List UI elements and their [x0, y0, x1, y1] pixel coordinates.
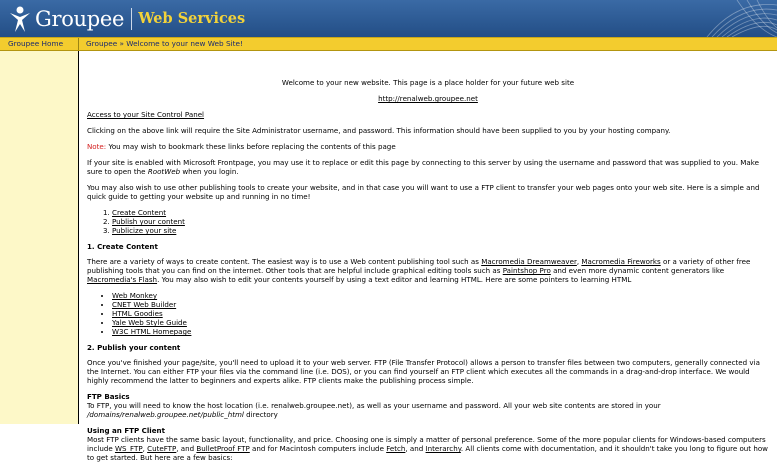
- cuteftp-link[interactable]: CuteFTP: [147, 444, 177, 453]
- list-item: [112, 300, 769, 309]
- groupee-person-icon: [8, 5, 32, 33]
- publishing-text: You may also wish to use other publishing tools to create your website, and in that case you will want to use a FTP client to transfer your web pages onto your web site. Here is a simple and quick guide to getting your website up and running in no time!: [87, 183, 760, 201]
- frontpage-tail: when you login.: [180, 167, 239, 176]
- text: . You may also wish to edit your contents yourself by using a text editor and learning HTML. Here are some pointers to learning HTML: [157, 275, 632, 284]
- nav-left: [0, 38, 79, 50]
- main-content: [79, 51, 777, 462]
- yale-guide-link[interactable]: Yale Web Style Guide: [112, 318, 187, 327]
- section-title-create: 1. Create Content: [87, 242, 158, 251]
- text: and for Macintosh computers include: [249, 444, 387, 453]
- text: . All clients come with documentation, and it shouldn't take you long to figure out how to get started. But here are a few basics:: [87, 444, 768, 462]
- rootweb-text: RootWeb: [147, 167, 181, 176]
- frontpage-text: If your site is enabled with Microsoft Frontpage, you may use it to replace or edit this page by connecting to this server by using the username and password that was supplied to you. Make sure to open the: [87, 158, 759, 176]
- logo-subtitle: Web Services: [138, 10, 246, 27]
- list-item: [112, 327, 769, 336]
- text: Most FTP clients have the same basic layout, functionality, and price. Choosing one is simply a matter of personal preference. Some of the more popular clients for Windows-based computers include: [87, 435, 766, 453]
- sidebar: [0, 51, 79, 424]
- step-link-create[interactable]: Create Content: [112, 208, 167, 217]
- step-link-publish[interactable]: Publish your content: [112, 217, 185, 226]
- cnet-link[interactable]: CNET Web Builder: [112, 300, 177, 309]
- control-panel-link[interactable]: Access to your Site Control Panel: [87, 110, 205, 119]
- ftp-basics-title: FTP Basics: [87, 392, 130, 401]
- dreamweaver-link[interactable]: Macromedia Dreamweaver: [481, 257, 577, 266]
- intro-text: Welcome to your new website. This page is a place holder for your future web site: [281, 78, 575, 87]
- text: , and: [405, 444, 426, 453]
- ftp-client-paragraph: [87, 435, 769, 462]
- create-content-paragraph: [87, 257, 769, 284]
- note-label: Note:: [87, 142, 107, 151]
- note-paragraph: [87, 142, 769, 151]
- fetch-link[interactable]: Fetch: [386, 444, 406, 453]
- list-item: [112, 291, 769, 300]
- list-item: [112, 226, 769, 235]
- section-title-publish: 2. Publish your content: [87, 343, 181, 352]
- ftp-basics-paragraph: [87, 401, 769, 419]
- ftp-path: /domains/renalweb.groupee.net/public_html: [87, 410, 244, 419]
- text: ,: [576, 257, 582, 266]
- logo-divider: [131, 8, 132, 30]
- groupee-home-link[interactable]: Groupee Home: [8, 39, 64, 48]
- interarchy-link[interactable]: Interarchy: [425, 444, 461, 453]
- frontpage-paragraph: [87, 158, 769, 176]
- logo-text: Groupee: [35, 6, 125, 31]
- control-panel-text: Clicking on the above link will require the Site Administrator username, and password. This information should have been supplied to you by your hosting company.: [87, 126, 671, 135]
- list-item: [112, 309, 769, 318]
- text: directory: [243, 410, 278, 419]
- paintshop-link[interactable]: Paintshop Pro: [502, 266, 551, 275]
- html-goodies-link[interactable]: HTML Goodies: [112, 309, 163, 318]
- text: or a variety of other free publishing tools that you can find on the internet. Other tools that are helpful include graphical editing tools such as: [87, 257, 751, 275]
- site-header: [0, 0, 777, 37]
- flash-link[interactable]: Macromedia's Flash: [87, 275, 158, 284]
- html-links-list: [87, 291, 769, 336]
- steps-list: [87, 208, 769, 235]
- text: To FTP, you will need to know the host location (i.e. renalweb.groupee.net), as well as your username and password. All your web site contents are stored in your: [87, 401, 661, 410]
- text: and even more dynamic content generators like: [550, 266, 725, 275]
- decorative-swirl-icon: [667, 0, 777, 37]
- note-text: You may wish to bookmark these links before replacing the contents of this page: [106, 142, 396, 151]
- list-item: [112, 217, 769, 226]
- site-url-link[interactable]: http://renalweb.groupee.net: [378, 94, 478, 103]
- list-item: [112, 318, 769, 327]
- w3c-link[interactable]: W3C HTML Homepage: [112, 327, 192, 336]
- page-layout: [0, 51, 777, 462]
- groupee-logo[interactable]: [8, 3, 245, 34]
- text: , and: [176, 444, 197, 453]
- bulletproof-link[interactable]: BulletProof FTP: [196, 444, 250, 453]
- fireworks-link[interactable]: Macromedia Fireworks: [581, 257, 661, 266]
- text: There are a variety of ways to create content. The easiest way is to use a Web content publishing tool such as: [87, 257, 482, 266]
- navigation-bar: [0, 37, 777, 51]
- web-monkey-link[interactable]: Web Monkey: [112, 291, 158, 300]
- text: ,: [142, 444, 148, 453]
- publish-text: Once you've finished your page/site, you'll need to upload it to your web server. FTP (File Transfer Protocol) allows a person to transfer files between two computers, generally connected via the Internet. You can either FTP your files via the command line (i.e. DOS), or you can find yourself an FTP client which executes all the commands in a drag-and-drop interface. We would highly recommend the latter to beginners and experts alike. FTP clients make the publishing process simple.: [87, 358, 760, 385]
- wsftp-link[interactable]: WS_FTP: [114, 444, 143, 453]
- list-item: [112, 208, 769, 217]
- step-link-publicize[interactable]: Publicize your site: [112, 226, 177, 235]
- breadcrumb: Groupee » Welcome to your new Web Site!: [86, 39, 243, 48]
- ftp-client-title: Using an FTP Client: [87, 426, 165, 435]
